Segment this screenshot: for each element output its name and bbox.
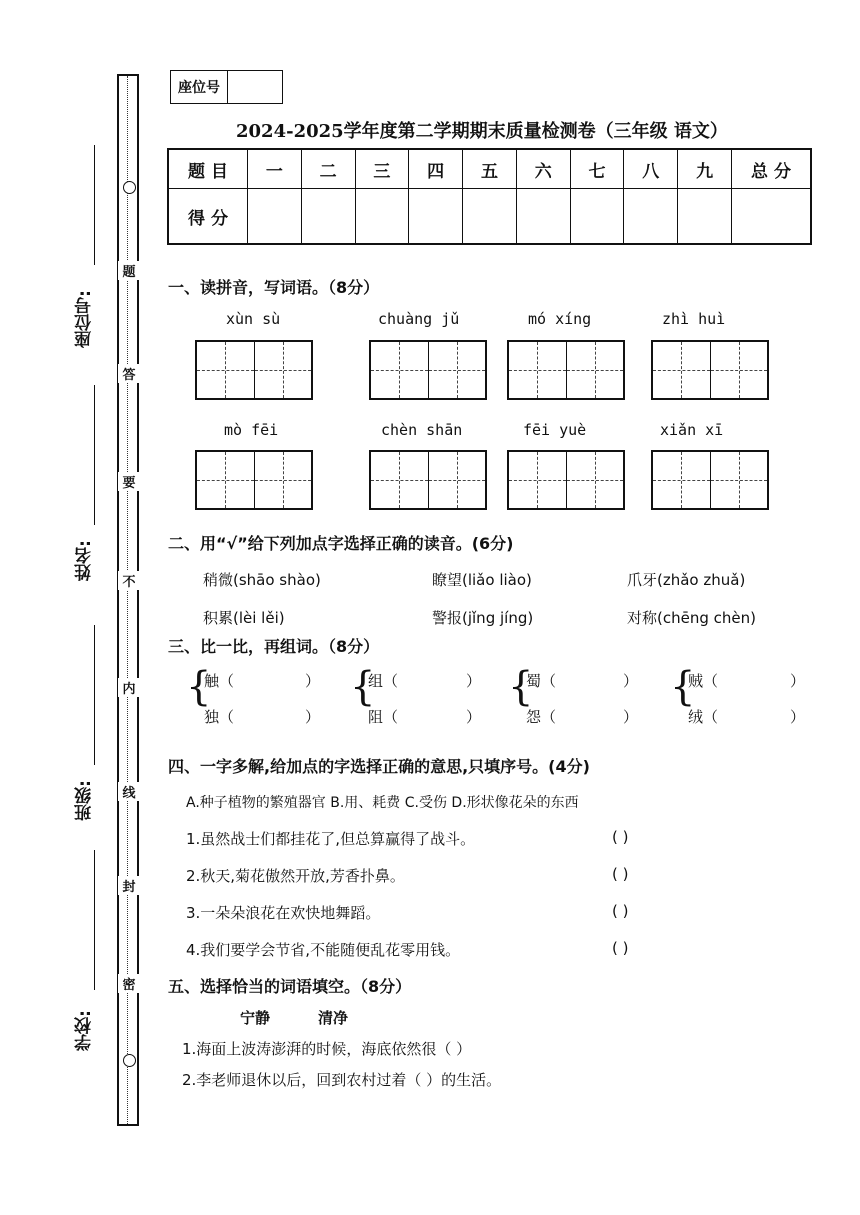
answer-paren[interactable]: ( ) — [612, 828, 629, 846]
binding-char: 要 — [118, 472, 140, 491]
brace: { — [670, 664, 696, 710]
writing-grid[interactable] — [195, 450, 313, 510]
score-table — [167, 148, 812, 245]
score-table-column: 五 — [463, 149, 517, 189]
score-table-column: 二 — [301, 149, 355, 189]
writing-grid[interactable] — [195, 340, 313, 400]
section2-heading: 二、用“√”给下列加点字选择正确的读音。(6分) — [168, 534, 514, 553]
compare-item: 独（ — [204, 708, 235, 726]
pinyin-label: mó xíng — [528, 310, 592, 328]
reading-choice-item[interactable]: 对称(chēng chèn) — [627, 609, 756, 627]
binding-char: 密 — [118, 974, 140, 993]
pinyin-label: xiǎn xī — [660, 421, 724, 439]
brace: { — [350, 664, 376, 710]
compare-item-close: ） — [305, 708, 321, 726]
writing-grid[interactable] — [651, 340, 769, 400]
seat-number-line — [94, 145, 95, 265]
score-table-column: 九 — [678, 149, 732, 189]
score-cell[interactable] — [355, 189, 409, 245]
score-cell[interactable] — [301, 189, 355, 245]
score-table-column: 四 — [409, 149, 463, 189]
binding-circle-bottom — [123, 1054, 136, 1067]
writing-grid[interactable] — [369, 450, 487, 510]
binding-char: 内 — [118, 678, 140, 697]
binding-char: 封 — [118, 876, 140, 895]
score-cell[interactable] — [678, 189, 732, 245]
compare-item: 阻（ — [368, 708, 399, 726]
fill-blank-item[interactable]: 1.海面上波涛澎湃的时候，海底依然很（ ） — [182, 1040, 472, 1058]
writing-grid[interactable] — [369, 340, 487, 400]
binding-char: 不 — [118, 571, 140, 590]
question-item: 3.一朵朵浪花在欢快地舞蹈。 — [186, 904, 381, 922]
compare-item-close: ） — [790, 708, 806, 726]
score-table-column: 三 — [355, 149, 409, 189]
pinyin-label: zhì huì — [662, 310, 726, 328]
compare-item: 贼（ — [688, 672, 719, 690]
school-line — [94, 850, 95, 990]
question-item: 2.秋天,菊花傲然开放,芳香扑鼻。 — [186, 867, 405, 885]
question-item: 4.我们要学会节省,不能随便乱花零用钱。 — [186, 941, 461, 959]
score-table-header-label: 题 目 — [168, 149, 248, 189]
brace: { — [186, 664, 212, 710]
pinyin-label: chèn shān — [381, 421, 463, 439]
brace: { — [508, 664, 534, 710]
writing-grid[interactable] — [651, 450, 769, 510]
score-table-column: 六 — [516, 149, 570, 189]
score-cell[interactable] — [570, 189, 624, 245]
score-cell[interactable] — [248, 189, 302, 245]
reading-choice-item[interactable]: 爪牙(zhǎo zhuǎ) — [627, 571, 746, 589]
score-table-column: 七 — [570, 149, 624, 189]
pinyin-label: chuàng jǔ — [378, 310, 460, 328]
section5-heading: 五、选择恰当的词语填空。（8分） — [168, 977, 412, 996]
score-cell[interactable] — [516, 189, 570, 245]
binding-dotted-line — [127, 76, 128, 1124]
class-label: 班级: — [75, 780, 95, 821]
exam-title: 2024-2025学年度第二学期期末质量检测卷（三年级 语文） — [236, 121, 728, 142]
word-option: 宁静 — [240, 1009, 271, 1027]
section4-heading: 四、一字多解,给加点的字选择正确的意思,只填序号。(4分) — [168, 757, 590, 776]
pinyin-label: xùn sù — [226, 310, 281, 328]
compare-item-close: ） — [790, 672, 806, 690]
writing-grid[interactable] — [507, 340, 625, 400]
reading-choice-item[interactable]: 稍微(shāo shào) — [203, 571, 321, 589]
score-cell[interactable] — [409, 189, 463, 245]
binding-strip — [117, 74, 139, 1126]
question-item: 1.虽然战士们都挂花了,但总算赢得了战斗。 — [186, 830, 476, 848]
compare-item-close: ） — [623, 708, 639, 726]
binding-char: 答 — [118, 364, 140, 383]
class-line — [94, 625, 95, 765]
compare-item-close: ） — [466, 672, 482, 690]
pinyin-label: mò fēi — [224, 421, 279, 439]
score-table-column: 一 — [248, 149, 302, 189]
score-cell[interactable] — [624, 189, 678, 245]
score-table-row-label: 得 分 — [168, 189, 248, 245]
binding-char: 题 — [118, 261, 140, 280]
pinyin-label: fēi yuè — [523, 421, 587, 439]
compare-item: 绒（ — [688, 708, 719, 726]
answer-paren[interactable]: ( ) — [612, 865, 629, 883]
seat-number-box — [170, 70, 283, 104]
word-option: 清净 — [318, 1009, 349, 1027]
reading-choice-item[interactable]: 积累(lèi lěi) — [203, 609, 285, 627]
binding-char: 线 — [118, 782, 140, 801]
compare-item-close: ） — [623, 672, 639, 690]
section1-heading: 一、读拼音，写词语。（8分） — [168, 278, 380, 297]
answer-paren[interactable]: ( ) — [612, 939, 629, 957]
compare-item: 触（ — [204, 672, 235, 690]
score-table-column: 八 — [624, 149, 678, 189]
reading-choice-item[interactable]: 警报(jǐng jíng) — [432, 609, 534, 627]
score-cell[interactable] — [463, 189, 517, 245]
writing-grid[interactable] — [507, 450, 625, 510]
name-line — [94, 385, 95, 525]
school-label: 学校: — [75, 1010, 95, 1051]
name-label: 姓名: — [75, 540, 95, 581]
fill-blank-item[interactable]: 2.李老师退休以后，回到农村过着（ ）的生活。 — [182, 1071, 502, 1089]
score-cell-total[interactable] — [732, 189, 812, 245]
compare-item-close: ） — [466, 708, 482, 726]
compare-item: 怨（ — [526, 708, 557, 726]
meaning-options: A.种子植物的繁殖器官 B.用、耗费 C.受伤 D.形状像花朵的东西 — [186, 795, 579, 811]
compare-item-close: ） — [305, 672, 321, 690]
reading-choice-item[interactable]: 瞭望(liǎo liào) — [432, 571, 532, 589]
seat-number-label: 座位号: — [75, 290, 95, 348]
compare-item: 蜀（ — [526, 672, 557, 690]
compare-item: 组（ — [368, 672, 399, 690]
score-table-column-total: 总 分 — [732, 149, 812, 189]
seat-number-box-label: 座位号 — [171, 71, 228, 103]
section3-heading: 三、比一比，再组词。（8分） — [168, 637, 380, 656]
seat-number-box-field[interactable] — [228, 71, 282, 103]
binding-circle-top — [123, 181, 136, 194]
answer-paren[interactable]: ( ) — [612, 902, 629, 920]
